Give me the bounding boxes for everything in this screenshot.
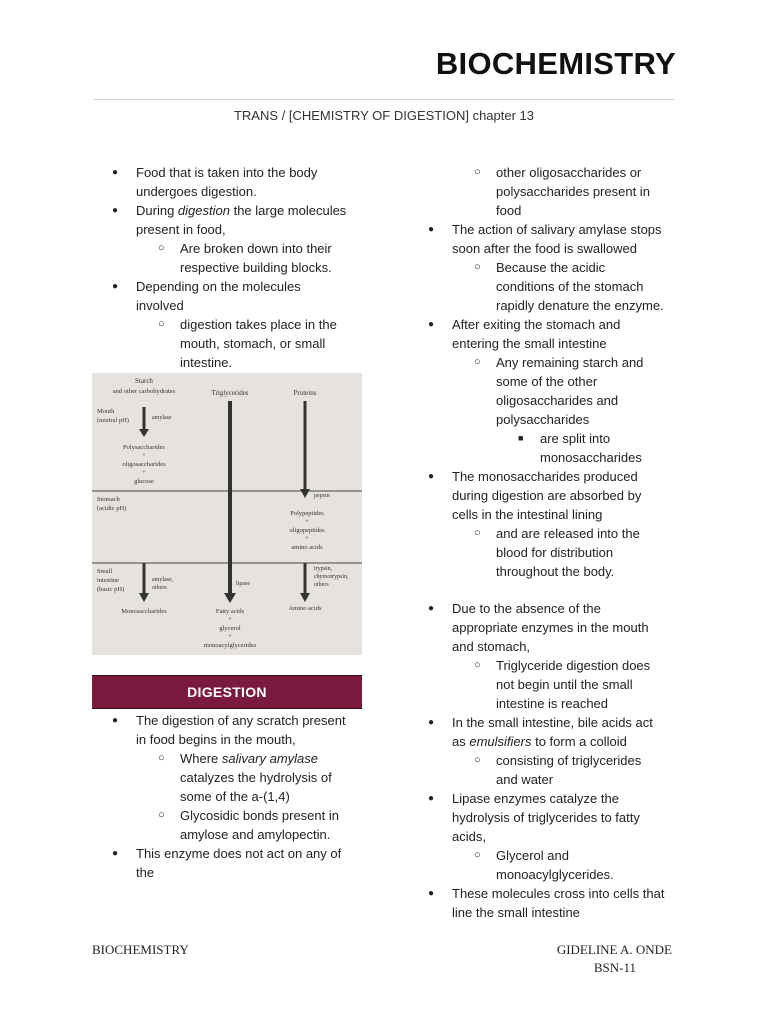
bullet-list bbox=[112, 163, 382, 372]
footer-author: GIDELINE A. ONDE bbox=[556, 942, 672, 957]
figure-label: chymotrypsin, bbox=[314, 574, 349, 580]
figure-label: Fatty acids bbox=[215, 608, 245, 615]
list-item bbox=[428, 599, 698, 656]
figure-label: + bbox=[142, 469, 146, 476]
list-item-line: ● The digestion of any scratch present bbox=[136, 713, 346, 728]
bullet-list bbox=[112, 711, 382, 882]
list-item-line: ■ are split into bbox=[540, 431, 611, 446]
list-item-line: respective building blocks. bbox=[180, 260, 332, 275]
list-item-line: amylose and amylopectin. bbox=[180, 827, 331, 842]
list-item-line: ● Food that is taken into the body bbox=[136, 165, 318, 180]
list-item-line: ○ digestion takes place in the bbox=[180, 317, 337, 332]
list-item-line: ● Due to the absence of the bbox=[452, 601, 601, 616]
list-item bbox=[428, 789, 698, 846]
list-item-line: hydrolysis of triglycerides to fatty bbox=[452, 810, 640, 825]
footer-section: BSN-11 bbox=[593, 960, 636, 975]
list-item-line: the bbox=[136, 865, 155, 880]
list-item bbox=[428, 846, 698, 884]
list-item-line: soon after the food is swallowed bbox=[452, 241, 637, 256]
list-item-line: ● Depending on the molecules bbox=[136, 279, 301, 294]
arrowhead bbox=[300, 489, 310, 498]
left-column-bottom bbox=[112, 711, 382, 882]
figure-label: oligosaccharides bbox=[122, 461, 166, 468]
list-item bbox=[112, 239, 382, 277]
document-subtitle: TRANS / [CHEMISTRY OF DIGESTION] chapter 13 bbox=[233, 108, 535, 123]
figure-label: Starch bbox=[135, 377, 153, 385]
list-item bbox=[428, 467, 698, 524]
arrowhead bbox=[300, 593, 310, 602]
list-item bbox=[112, 749, 382, 806]
list-item-line: involved bbox=[136, 298, 184, 313]
figure-label: (acidic pH) bbox=[97, 505, 127, 512]
list-item-line: ● In the small intestine, bile acids act bbox=[452, 715, 653, 730]
figure-label: Polysaccharides bbox=[123, 444, 165, 451]
list-item-line: polysaccharides present in bbox=[496, 184, 650, 199]
list-item-line: monosaccharides bbox=[540, 450, 642, 465]
list-item bbox=[428, 258, 698, 315]
figure-label: Small bbox=[97, 568, 113, 575]
list-item-line: throughout the body. bbox=[496, 564, 615, 579]
list-item bbox=[428, 884, 698, 922]
figure-label: glycerol bbox=[219, 625, 241, 632]
list-item-line: ○ and are released into the bbox=[496, 526, 640, 541]
figure-label: amylase, bbox=[152, 577, 174, 583]
figure-label: oligopeptides bbox=[289, 527, 325, 534]
list-item bbox=[428, 656, 698, 713]
list-item-line: entering the small intestine bbox=[452, 336, 607, 351]
list-item bbox=[112, 277, 382, 315]
list-item-line: ○ Triglyceride digestion does bbox=[496, 658, 651, 673]
figure-label: + bbox=[142, 452, 146, 459]
figure-label: amino acids bbox=[291, 544, 323, 551]
left-column-top bbox=[112, 163, 382, 372]
list-item bbox=[112, 844, 382, 882]
list-item-line: food bbox=[496, 203, 522, 218]
list-item-line: ○ Any remaining starch and bbox=[496, 355, 644, 370]
figure-label: Monosaccharides bbox=[121, 608, 167, 615]
list-item bbox=[428, 315, 698, 353]
figure-label: amylase bbox=[152, 415, 172, 421]
list-item-line: present in food, bbox=[136, 222, 226, 237]
figure-label: lipase bbox=[236, 581, 250, 587]
list-item bbox=[428, 751, 698, 789]
document-title: BIOCHEMISTRY bbox=[435, 46, 676, 81]
list-item-line: ● These molecules cross into cells that bbox=[452, 886, 665, 901]
list-item-line: during digestion are absorbed by bbox=[452, 488, 642, 503]
list-item-line: blood for distribution bbox=[496, 545, 614, 560]
list-item-line: ● During digestion the large molecules bbox=[136, 203, 347, 218]
figure-label: Stomach bbox=[97, 496, 120, 503]
list-item-line: catalyzes the hydrolysis of bbox=[180, 770, 332, 785]
footer-left: BIOCHEMISTRY bbox=[92, 942, 189, 957]
list-item bbox=[428, 524, 698, 581]
figure-label: (neutral pH) bbox=[97, 417, 129, 424]
list-item-line: ○ consisting of triglycerides bbox=[496, 753, 642, 768]
list-item-line: intestine. bbox=[180, 355, 233, 370]
list-item-line: ○ Glycosidic bonds present in bbox=[180, 808, 339, 823]
section-banner: DIGESTION bbox=[92, 675, 362, 709]
list-item-line: some of the other bbox=[496, 374, 598, 389]
list-item bbox=[428, 163, 698, 220]
list-item-line: ○ Are broken down into their bbox=[180, 241, 332, 256]
figure-label: + bbox=[305, 535, 309, 542]
list-item-line: ● Lipase enzymes catalyze the bbox=[452, 791, 619, 806]
figure-label: Mouth bbox=[97, 408, 115, 415]
list-item bbox=[428, 220, 698, 258]
figure-label: intestine bbox=[97, 577, 120, 584]
list-item-line: mouth, stomach, or small bbox=[180, 336, 326, 351]
list-item-line: rapidly denature the enzyme. bbox=[496, 298, 664, 313]
list-item bbox=[112, 315, 382, 372]
list-item-line: in food begins in the mouth, bbox=[136, 732, 296, 747]
list-item-line: ● The monosaccharides produced bbox=[452, 469, 638, 484]
list-item-line: line the small intestine bbox=[452, 905, 580, 920]
figure-label: trypsin, bbox=[314, 566, 333, 572]
list-item bbox=[112, 711, 382, 749]
list-item bbox=[428, 353, 698, 429]
figure-label: Polypeptides bbox=[290, 510, 324, 517]
figure-label: monoacylglycerides bbox=[203, 642, 257, 649]
list-item-line: ○ Glycerol and bbox=[496, 848, 569, 863]
figure-label: glucose bbox=[134, 478, 154, 485]
right-column bbox=[428, 163, 698, 922]
figure-label: Proteins bbox=[293, 389, 317, 397]
list-item bbox=[428, 713, 698, 751]
figure-label: + bbox=[228, 633, 232, 640]
list-item-line: ● This enzyme does not act on any of bbox=[136, 846, 342, 861]
header-divider bbox=[94, 99, 674, 100]
arrowhead bbox=[224, 593, 236, 603]
figure-label: + bbox=[305, 518, 309, 525]
list-item-line: some of the a-(1,4) bbox=[180, 789, 290, 804]
digestion-diagram-svg bbox=[92, 373, 362, 655]
list-item-line: ○ other oligosaccharides or bbox=[496, 165, 642, 180]
list-item-line: intestine is reached bbox=[496, 696, 609, 711]
figure-label: Triglycerides bbox=[211, 389, 249, 397]
list-item-line: acids, bbox=[452, 829, 486, 844]
list-item-line: conditions of the stomach bbox=[496, 279, 644, 294]
list-item-line: undergoes digestion. bbox=[136, 184, 257, 199]
list-item-line: and water bbox=[496, 772, 554, 787]
figure-label: + bbox=[228, 616, 232, 623]
figure-label: others bbox=[314, 582, 329, 588]
figure-label: others bbox=[152, 585, 167, 591]
arrowhead bbox=[139, 429, 149, 437]
list-item-line: ○ Because the acidic bbox=[496, 260, 606, 275]
list-item-line: monoacylglycerides. bbox=[496, 867, 614, 882]
list-item-line: oligosaccharides and bbox=[496, 393, 619, 408]
figure-label: and other carbohydrates bbox=[112, 388, 176, 395]
list-item-line: as emulsifiers to form a colloid bbox=[452, 734, 627, 749]
list-item-line: polysaccharides bbox=[496, 412, 590, 427]
arrowhead bbox=[139, 593, 149, 602]
digestion-diagram bbox=[92, 373, 362, 655]
bullet-list bbox=[428, 163, 698, 922]
list-item-line: ○ Where salivary amylase bbox=[180, 751, 318, 766]
list-item bbox=[112, 806, 382, 844]
list-item-line: ● The action of salivary amylase stops bbox=[452, 222, 662, 237]
list-item bbox=[428, 429, 698, 467]
list-item-line: appropriate enzymes in the mouth bbox=[452, 620, 649, 635]
list-item-line: not begin until the small bbox=[496, 677, 633, 692]
list-item-line: and stomach, bbox=[452, 639, 531, 654]
list-item-line: ● After exiting the stomach and bbox=[452, 317, 621, 332]
figure-label: pepsin bbox=[314, 493, 330, 499]
figure-label: (basic pH) bbox=[97, 586, 125, 593]
list-item bbox=[112, 201, 382, 239]
figure-label: Amino acids bbox=[288, 605, 322, 612]
list-item bbox=[112, 163, 382, 201]
list-item-line: cells in the intestinal lining bbox=[452, 507, 603, 522]
